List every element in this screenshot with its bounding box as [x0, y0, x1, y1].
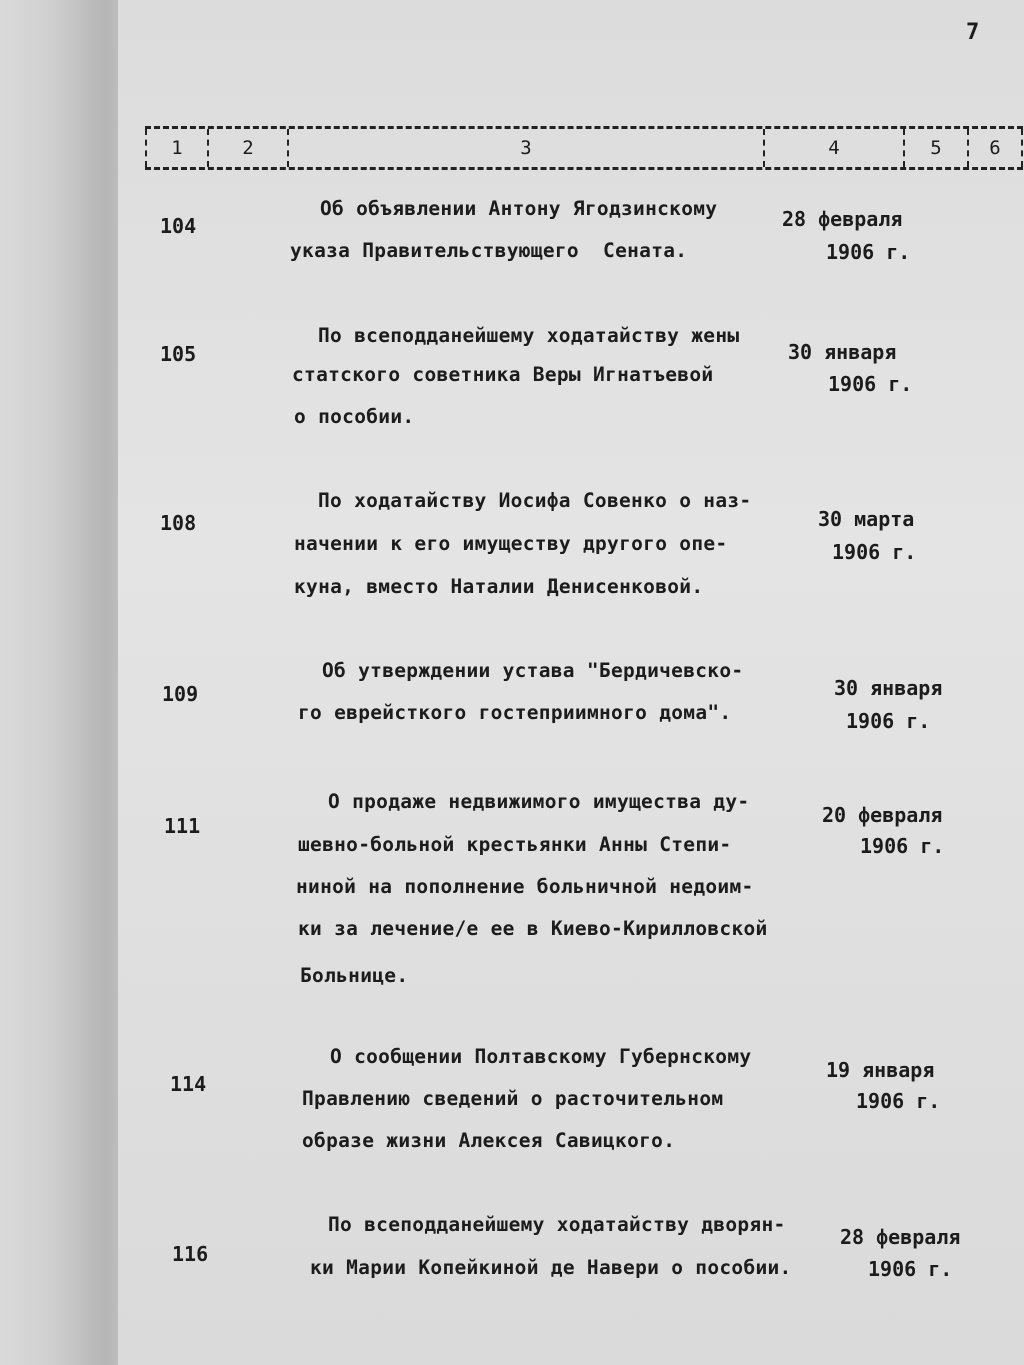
column-header-1: 1 [145, 129, 207, 167]
table-header [145, 126, 1023, 170]
entry-date-day: 30 марта [818, 507, 915, 531]
entry-description-line: образе жизни Алексея Савицкого. [302, 1129, 676, 1152]
entry-date-year: 1906 г. [846, 709, 931, 733]
column-header-2: 2 [207, 129, 287, 167]
entry-number: 105 [160, 342, 197, 366]
entry-date-day: 28 февраля [782, 207, 903, 231]
entry-description-line: Правлению сведений о расточительном [302, 1087, 724, 1110]
column-header-5: 5 [903, 129, 967, 167]
entry-number: 116 [172, 1242, 209, 1266]
page-number: 7 [966, 20, 980, 45]
entry-description-line: о пособии. [294, 405, 415, 428]
entry-description-line: По всеподданейшему ходатайству дворян- [328, 1213, 786, 1236]
entry-description-line: ки за лечение/е ее в Киево-Кирилловской [298, 917, 768, 940]
entry-description-line: статского советника Веры Игнатъевой [292, 363, 714, 386]
entry-description-line: указа Правительствующего Сената. [290, 239, 688, 262]
entry-description-line: О продаже недвижимого имущества ду- [328, 790, 750, 813]
entry-date-day: 30 января [834, 676, 943, 700]
entry-date-year: 1906 г. [832, 540, 917, 564]
entry-description-line: По ходатайству Иосифа Совенко о наз- [318, 489, 752, 512]
entry-description-line: ниной на пополнение больничной недоим- [296, 875, 754, 898]
column-header-4: 4 [763, 129, 903, 167]
entry-description-line: ки Марии Копейкиной де Навери о пособии. [310, 1256, 792, 1279]
entry-date-day: 28 февраля [840, 1225, 961, 1249]
entry-description-line: го еврейсткого гостеприимного дома". [298, 701, 732, 724]
entry-description-line: начении к его имуществу другого опе- [294, 532, 728, 555]
entry-date-year: 1906 г. [860, 834, 945, 858]
entry-description-line: Об утверждении устава "Бердичевско- [322, 659, 744, 682]
entry-date-day: 20 февраля [822, 803, 943, 827]
entry-number: 111 [164, 814, 201, 838]
entry-description-line: Об объявлении Антону Ягодзинскому [320, 197, 718, 220]
entry-description-line: шевно-больной крестьянки Анны Степи- [298, 833, 732, 856]
entry-number: 109 [162, 682, 199, 706]
entry-number: 114 [170, 1072, 207, 1096]
entry-date-year: 1906 г. [868, 1257, 953, 1281]
entry-date-day: 19 января [826, 1058, 935, 1082]
entry-description-line: Больнице. [300, 964, 409, 987]
entry-date-year: 1906 г. [826, 240, 911, 264]
entry-number: 108 [160, 511, 197, 535]
entry-description-line: куна, вместо Наталии Денисенковой. [294, 575, 704, 598]
entry-date-day: 30 января [788, 340, 897, 364]
column-header-6: 6 [967, 129, 1023, 167]
entry-date-year: 1906 г. [856, 1089, 941, 1113]
entry-description-line: О сообщении Полтавскому Губернскому [330, 1045, 752, 1068]
column-header-3: 3 [287, 129, 763, 167]
entry-description-line: По всеподданейшему ходатайству жены [318, 324, 740, 347]
entry-number: 104 [160, 214, 197, 238]
entry-date-year: 1906 г. [828, 372, 913, 396]
